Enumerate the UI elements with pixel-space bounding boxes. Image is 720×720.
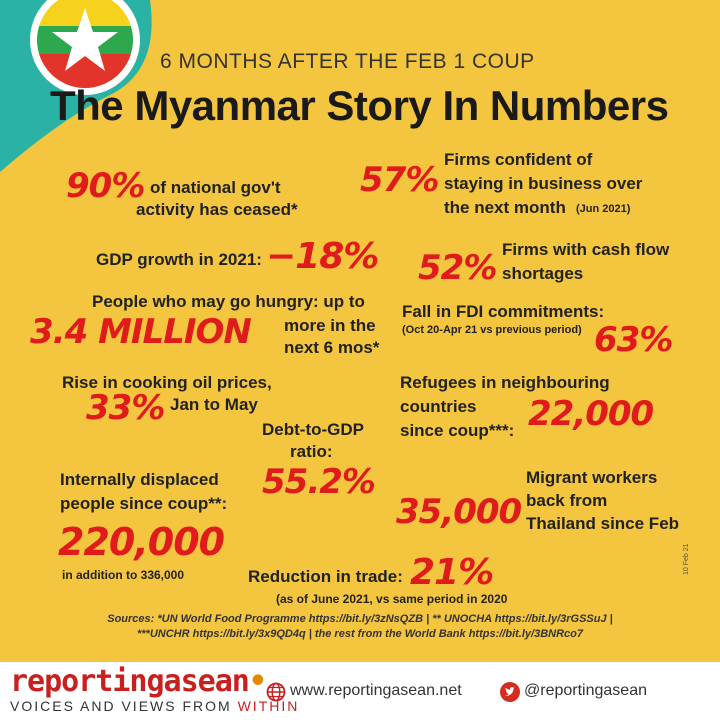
fdi-note: (Oct 20-Apr 21 vs previous period) xyxy=(402,324,582,336)
tagline-prefix: VOICES AND VIEWS FROM xyxy=(10,698,238,714)
hungry-text-2: more in the xyxy=(284,316,376,335)
page-title: The Myanmar Story In Numbers xyxy=(50,82,669,129)
sources xyxy=(0,612,720,642)
trade-label: Reduction in trade: xyxy=(248,567,403,586)
hungry-text-1: People who may go hungry: up to xyxy=(92,292,365,311)
tagline-accent: WITHIN xyxy=(237,698,300,714)
migrants-text-3: Thailand since Feb xyxy=(526,514,680,533)
twitter-icon xyxy=(500,682,520,702)
migrants-value: 35,000 xyxy=(396,492,522,532)
idp-note: in addition to 336,000 xyxy=(62,568,185,582)
hungry-value: 3.4 MILLION xyxy=(30,312,251,352)
cooking-oil-value: 33% xyxy=(86,388,165,428)
gdp-value: −18% xyxy=(266,236,379,277)
cash-flow-text-2: shortages xyxy=(502,264,584,283)
gov-activity-text-1: of national gov't xyxy=(150,178,281,197)
refugees-text-1: Refugees in neighbouring xyxy=(400,373,610,392)
migrants-text-1: Migrant workers xyxy=(526,468,658,487)
refugees-text-3: since coup***: xyxy=(400,421,515,440)
date-mark: 10 Feb 21 xyxy=(683,543,690,575)
debt-text-1: Debt-to-GDP xyxy=(262,420,364,439)
sources-line-1: Sources: *UN World Food Programme https://bit.ly/3zNsQZB | ** UNOCHA https://bit.ly/3rGSSuJ | xyxy=(107,613,613,625)
firms-confident-value: 57% xyxy=(360,160,439,200)
firms-confident-text-1: Firms confident of xyxy=(444,150,593,169)
cooking-oil-text-2: Jan to May xyxy=(170,395,258,414)
hungry-text-3: next 6 mos* xyxy=(284,338,380,357)
gov-activity-text-2: activity has ceased* xyxy=(136,200,298,219)
tagline xyxy=(10,698,299,714)
fdi-value: 63% xyxy=(594,320,673,360)
debt-text-2: ratio: xyxy=(290,442,333,461)
brand-logo-dot: • xyxy=(248,664,266,699)
cash-flow-value: 52% xyxy=(418,248,497,288)
firms-confident-text-2: staying in business over xyxy=(444,174,643,193)
subtitle: 6 MONTHS AFTER THE FEB 1 COUP xyxy=(160,50,535,73)
refugees-value: 22,000 xyxy=(528,394,654,434)
idp-value: 220,000 xyxy=(58,520,225,564)
firms-confident-text-3: the next month xyxy=(444,198,566,217)
trade-note: (as of June 2021, vs same period in 2020 xyxy=(276,592,508,606)
sources-line-2: ***UNCHR https://bit.ly/3x9QD4q | the rest from the World Bank https://bit.ly/3BNRco7 xyxy=(137,628,583,640)
migrants-text-2: back from xyxy=(526,491,608,510)
firms-confident-note: (Jun 2021) xyxy=(576,203,631,215)
gov-activity-value: 90% xyxy=(66,166,145,206)
cooking-oil-text-1: Rise in cooking oil prices, xyxy=(62,373,272,392)
cash-flow-text-1: Firms with cash flow xyxy=(502,240,670,259)
refugees-text-2: countries xyxy=(400,397,477,416)
trade-value: 21% xyxy=(410,552,494,593)
fdi-text-1: Fall in FDI commitments: xyxy=(402,302,605,321)
idp-text-2: people since coup**: xyxy=(60,494,228,513)
globe-icon xyxy=(266,682,286,702)
twitter-handle-link[interactable]: @reportingasean xyxy=(524,682,647,699)
brand-logo-text: reportingasean xyxy=(10,664,249,699)
idp-text-1: Internally displaced xyxy=(60,470,219,489)
website-link[interactable]: www.reportingasean.net xyxy=(290,682,462,699)
gdp-label: GDP growth in 2021: xyxy=(96,250,262,269)
debt-value: 55.2% xyxy=(262,462,375,502)
brand-logo xyxy=(10,664,266,699)
